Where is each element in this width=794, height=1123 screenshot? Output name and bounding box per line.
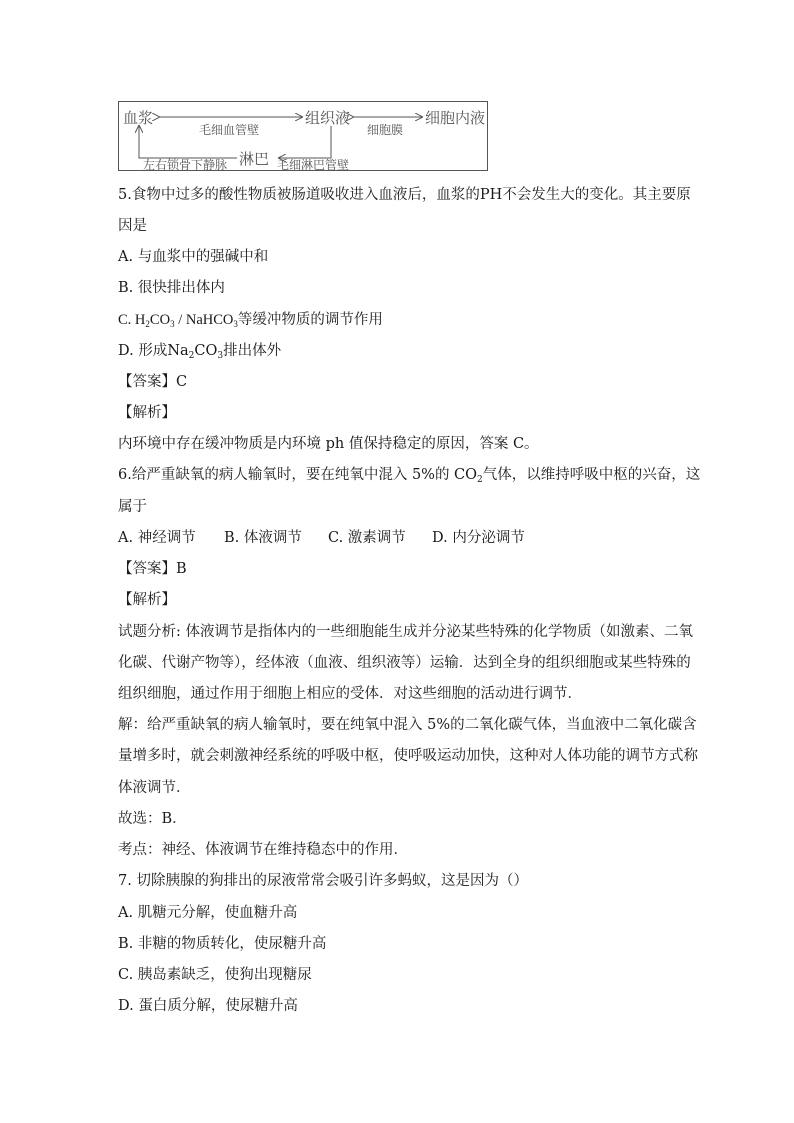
node-intracellular-fluid: 细胞内液 [425,109,486,127]
q7-stem: 7. 切除胰腺的狗排出的尿液常常会吸引许多蚂蚁，这是因为（） [118,873,528,889]
node-plasma: 血浆 [123,109,154,127]
q6-option-d: D. 内分泌调节 [432,530,525,546]
q6-analysis-line: 体液调节． [118,780,191,796]
edge-label-lymphatic-wall: 毛细淋巴管壁 [277,158,350,172]
arrow-tissue-lymph [279,126,331,158]
q5-option-a: A. 与血浆中的强碱中和 [118,249,269,265]
q6-stem-line2: 属于 [118,499,147,515]
q5-option-b: B. 很快排出体内 [118,280,225,296]
q6-analysis-line: 化碳、代谢产物等），经体液（血液、组织液等）运输．达到全身的组织细胞或某些特殊的 [118,655,691,671]
q7-option-c: C. 胰岛素缺乏，使狗出现糖尿 [118,967,312,983]
q6-analysis-line: 组织细胞，通过作用于细胞上相应的受体．对这些细胞的活动进行调节． [118,686,582,702]
q5-analysis: 内环境中存在缓冲物质是内环境 ph 值保持稳定的原因，答案 C。 [118,436,539,452]
q7-option-a: A. 肌糖元分解，使血糖升高 [118,905,298,921]
q5-analysis-label: 【解析】 [118,405,176,421]
q6-answer: 【答案】B [118,561,187,577]
edge-label-capillary-wall: 毛细血管壁 [199,123,260,137]
q6-analysis-line: 故选：B． [118,811,187,827]
q6-option-a: A. 神经调节 [118,530,196,546]
q7-option-b: B. 非糖的物质转化，使尿糖升高 [118,936,327,952]
q6-stem-line1: 6.给严重缺氧的病人输氧时，要在纯氧中混入 5%的 $CO_2$气体，以维持呼吸中枢的兴奋，这 [118,467,701,485]
q6-analysis-line: 考点：神经、体液调节在维持稳态中的作用． [118,842,408,858]
q6-analysis-line: 量增多时，就会刺激神经系统的呼吸中枢，使呼吸运动加快，这种对人体功能的调节方式称 [118,748,698,764]
q6-analysis-label: 【解析】 [118,592,176,608]
q6-option-c: C. 激素调节 [328,530,406,546]
q7-option-d: D. 蛋白质分解，使尿糖升高 [118,998,298,1014]
body-fluid-diagram [118,101,488,171]
node-tissue-fluid: 组织液 [305,109,351,127]
q6-option-b: B. 体液调节 [224,530,302,546]
edge-label-cell-membrane: 细胞膜 [367,123,404,137]
q5-stem-line1: 5.食物中过多的酸性物质被肠道吸收进入血液后，血浆的PH不会发生大的变化。其主要原 [118,187,691,203]
q6-analysis-line: 解：给严重缺氧的病人输氧时，要在纯氧中混入 5%的二氧化碳气体，当血液中二氧化碳含 [118,717,697,733]
q6-options [118,528,525,548]
q5-answer: 【答案】C [118,374,188,390]
q5-stem-line2: 因是 [118,218,147,234]
edge-label-subclavian-vein: 左右锁骨下静脉 [143,158,228,172]
node-lymph: 淋巴 [239,150,270,168]
q6-analysis-line: 试题分析: 体液调节是指体内的一些细胞能生成并分泌某些特殊的化学物质（如激素、二氧 [118,624,693,640]
q5-option-d: D. 形成$Na_2CO_3$排出体外 [118,343,282,361]
q5-option-c: C. $H_2CO_3$ / NaHCO$_3$等缓冲物质的调节作用 [118,312,383,329]
